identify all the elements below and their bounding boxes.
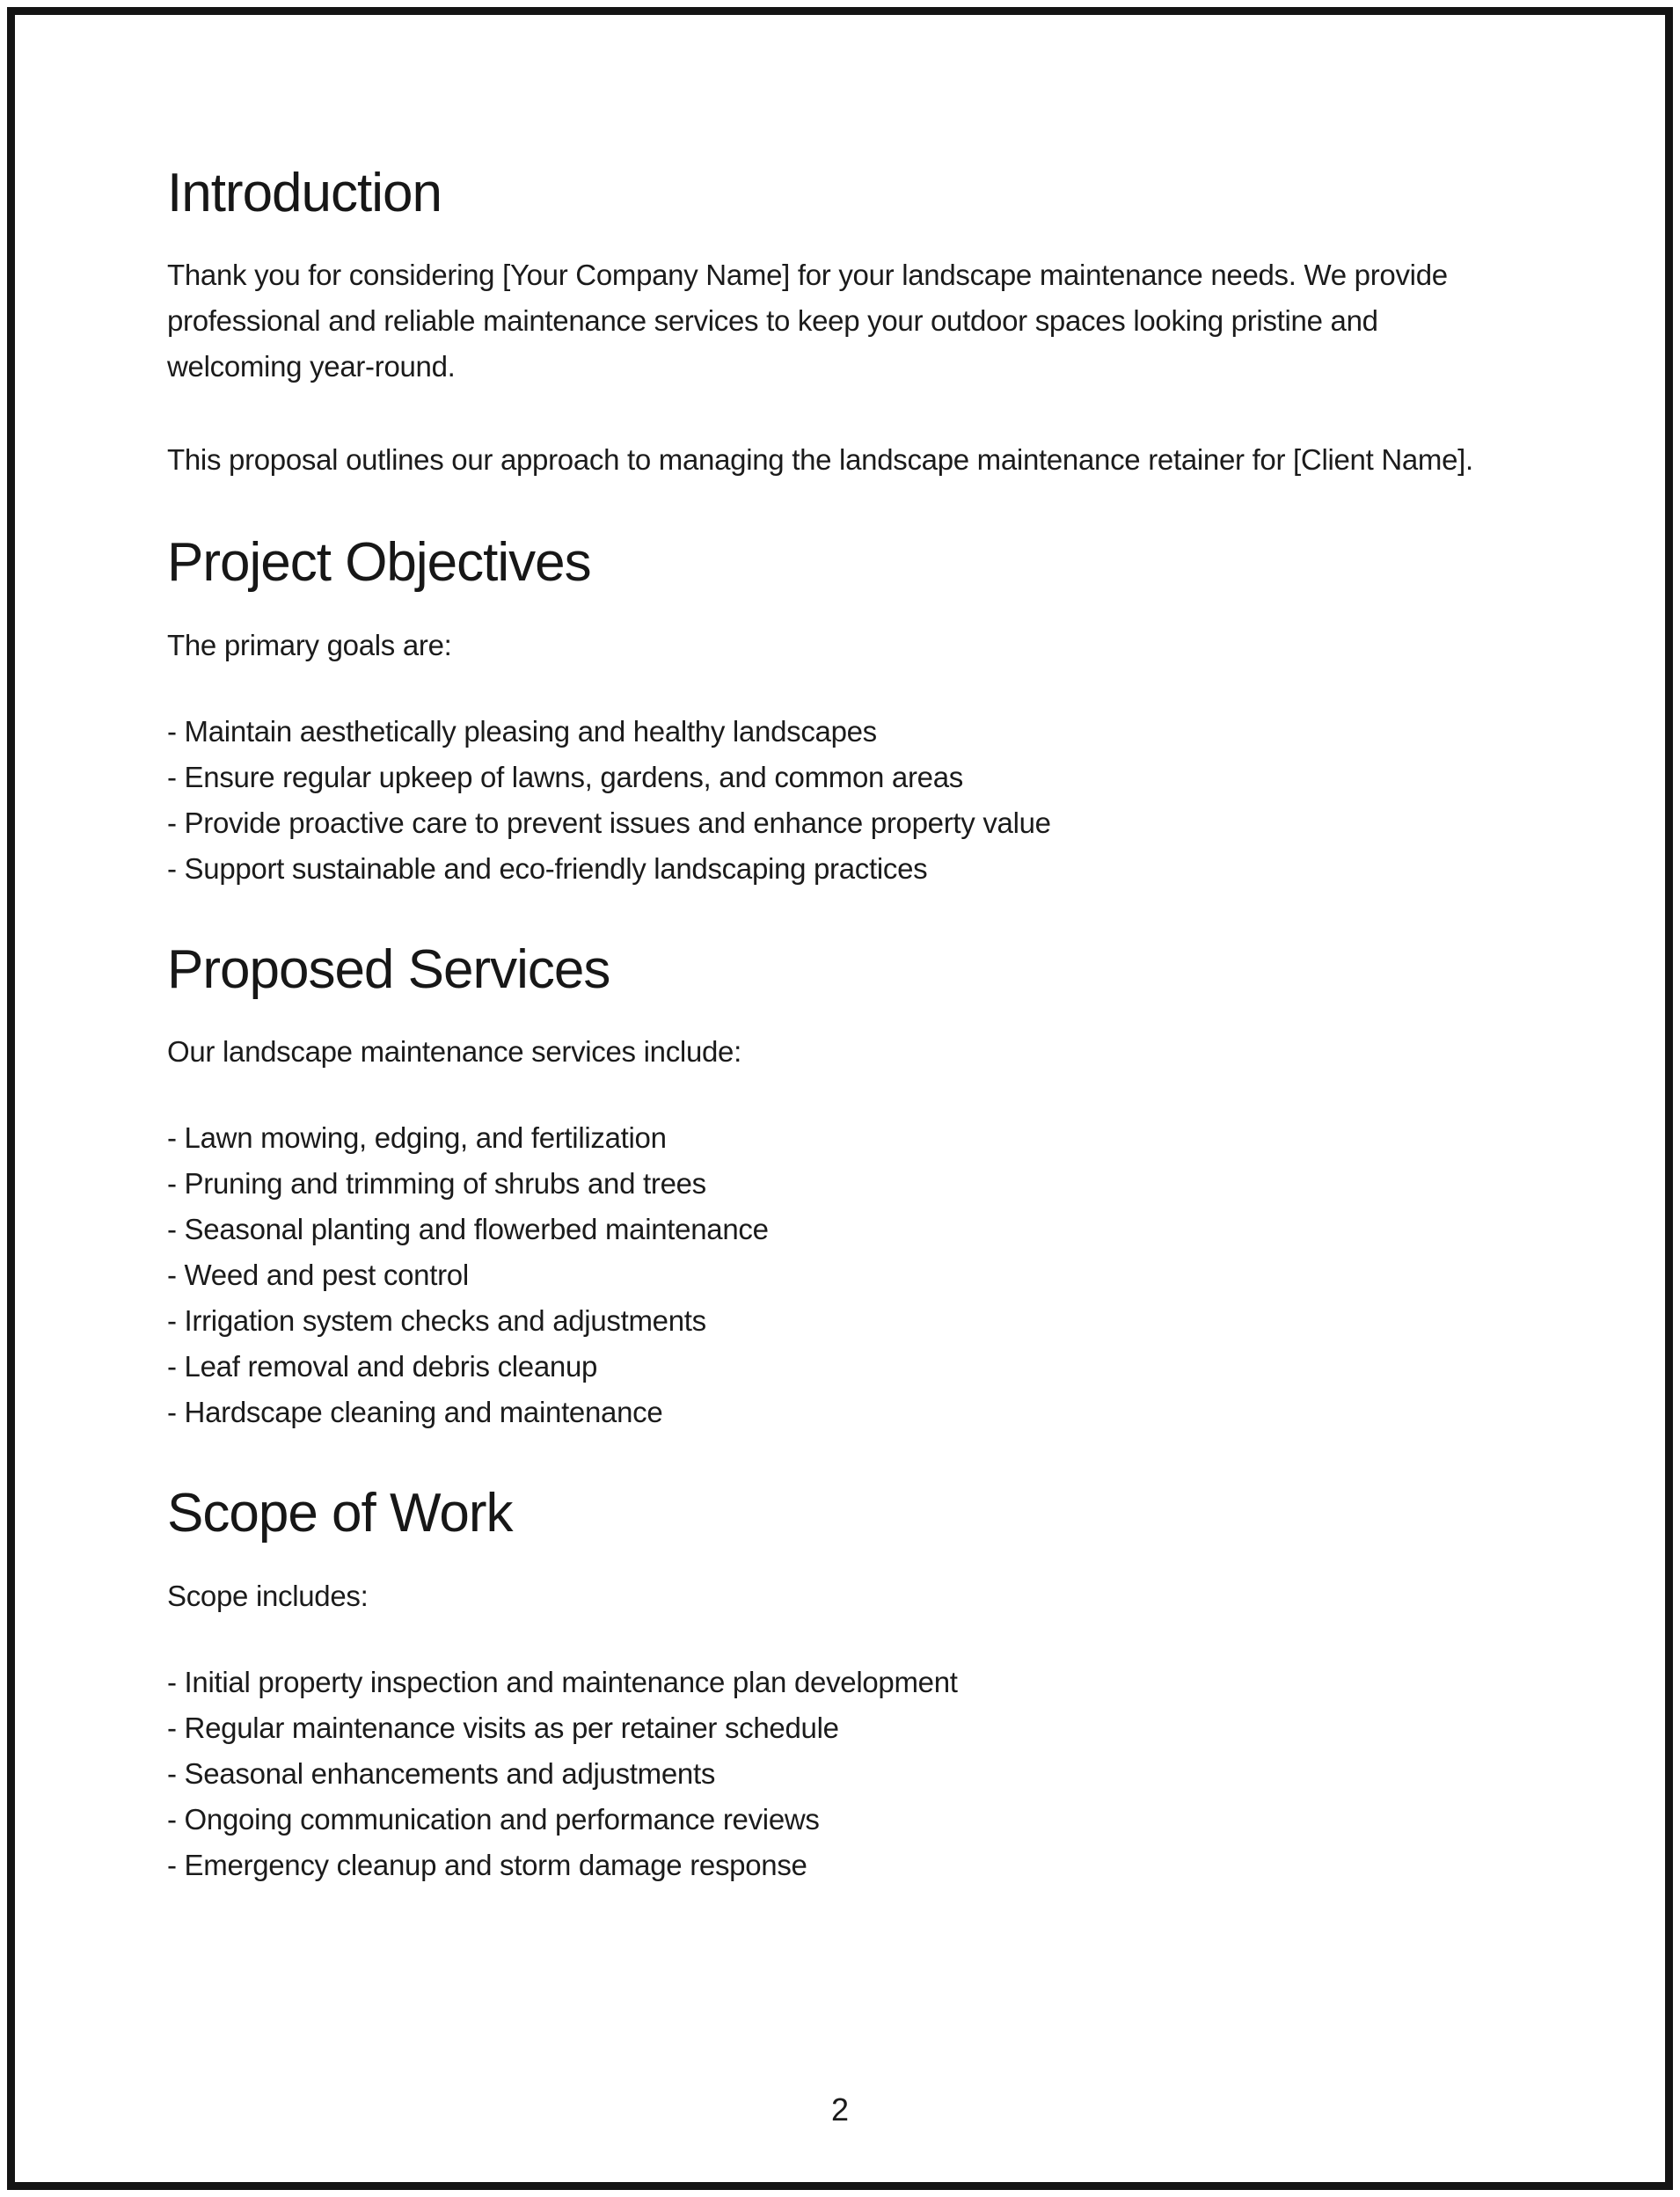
bullet-line: - Maintain aesthetically pleasing and healthy landscapes: [167, 714, 877, 748]
paragraph-line: This proposal outlines our approach to managing the landscape maintenance retainer for [Client Name].: [167, 443, 1473, 477]
bullet-line: - Initial property inspection and maintenance plan development: [167, 1665, 958, 1698]
paragraph-line: professional and reliable maintenance services to keep your outdoor spaces looking pristine and: [167, 304, 1378, 338]
bullet-line: - Pruning and trimming of shrubs and trees: [167, 1167, 706, 1201]
section-heading-introduction: Introduction: [167, 163, 442, 223]
bullet-line: - Seasonal planting and flowerbed maintenance: [167, 1213, 769, 1246]
section-heading-scope-of-work: Scope of Work: [167, 1483, 513, 1544]
section-heading-proposed-services: Proposed Services: [167, 938, 610, 1000]
paragraph-line: Thank you for considering [Your Company Name] for your landscape maintenance needs. We provide: [167, 259, 1448, 292]
bullet-line: - Seasonal enhancements and adjustments: [167, 1756, 716, 1790]
paragraph-line: welcoming year-round.: [167, 350, 456, 383]
scope-of-work-intro: Scope includes:: [167, 1579, 369, 1612]
bullet-line: - Weed and pest control: [167, 1259, 469, 1292]
bullet-line: - Regular maintenance visits as per retainer schedule: [167, 1711, 839, 1744]
bullet-line: - Lawn mowing, edging, and fertilization: [167, 1121, 667, 1155]
proposed-services-list: [167, 1115, 1567, 1435]
bullet-line: - Leaf removal and debris cleanup: [167, 1350, 598, 1383]
bullet-line: - Support sustainable and eco-friendly landscaping practices: [167, 851, 928, 885]
project-objectives-intro: The primary goals are:: [167, 628, 452, 661]
introduction-paragraph-2: [167, 437, 1567, 483]
scope-of-work-list: [167, 1660, 1567, 1888]
bullet-line: - Emergency cleanup and storm damage response: [167, 1848, 807, 1881]
document-content: [167, 15, 1567, 1888]
bullet-line: - Irrigation system checks and adjustments: [167, 1304, 706, 1338]
project-objectives-list: [167, 709, 1567, 892]
page-number: 2: [830, 2091, 850, 2128]
introduction-paragraph-1: [167, 252, 1567, 390]
bullet-line: - Hardscape cleaning and maintenance: [167, 1396, 663, 1429]
bullet-line: - Provide proactive care to prevent issues and enhance property value: [167, 806, 1051, 839]
bullet-line: - Ensure regular upkeep of lawns, gardens, and common areas: [167, 760, 963, 793]
section-heading-project-objectives: Project Objectives: [167, 532, 591, 594]
bullet-line: - Ongoing communication and performance reviews: [167, 1802, 820, 1836]
proposed-services-intro: Our landscape maintenance services include:: [167, 1035, 741, 1069]
